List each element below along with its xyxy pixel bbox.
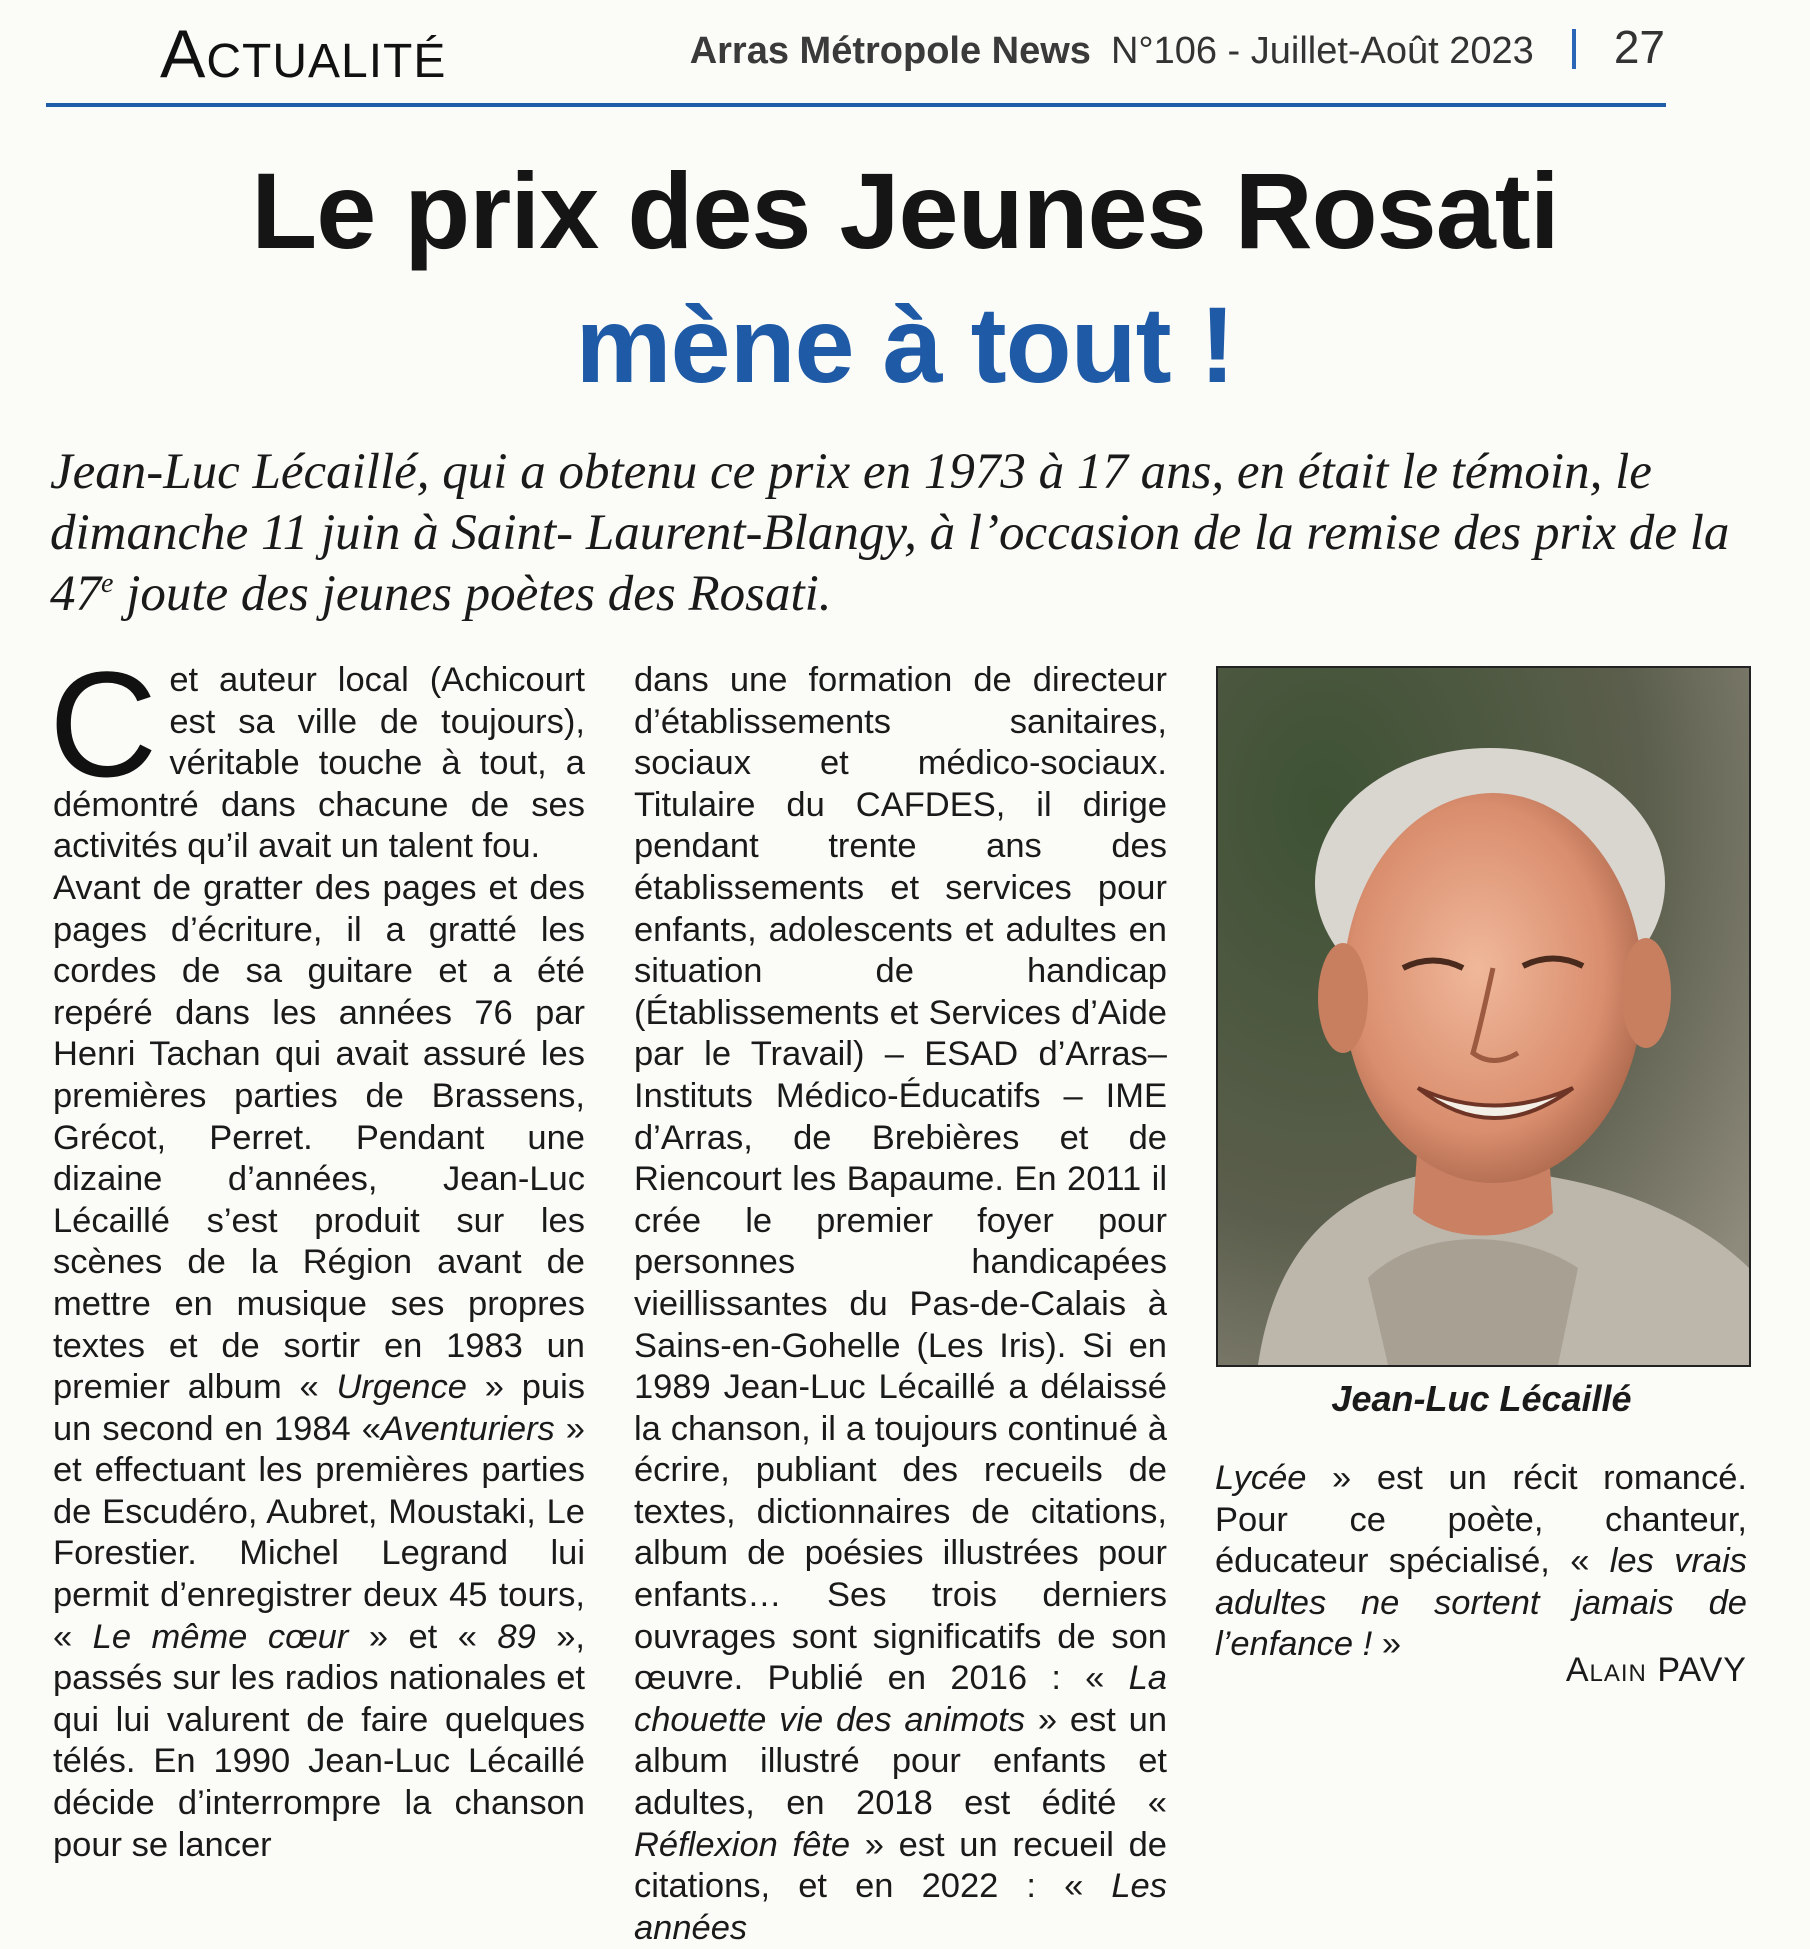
article-column-2 — [634, 660, 1167, 1949]
page-number: 27 — [1613, 21, 1665, 73]
paragraph-intro — [49, 640, 585, 868]
article-title: Le prix des Jeunes Rosati — [251, 150, 1559, 271]
paragraph-text: » puis un second en 1984 « — [53, 1368, 585, 1448]
book-title: La chouette vie des animots — [634, 1659, 1167, 1739]
article-lede — [50, 442, 1750, 625]
portrait-photo — [1216, 666, 1751, 1367]
paragraph-text: » est un album illustré pour enfants et adultes, en 2018 est édité « — [634, 1700, 1168, 1823]
masthead — [690, 22, 1665, 76]
article-column-1 — [49, 640, 586, 1866]
lede-text: Jean-Luc Lécaillé, qui a obtenu ce prix en 1973 à 17 ans, en était le témoin, le dimanche 11 juin à Saint- Laurent-Blangy, à l’occasion de la remise des prix de la 47 — [50, 444, 1730, 622]
single-title: Le même cœur — [92, 1617, 349, 1656]
article-subtitle: mène à tout ! — [575, 284, 1235, 405]
album-title: Aventuriers — [380, 1409, 555, 1448]
paragraph-text: dans une formation de directeur d’établissements sanitaires, sociaux et médico-sociaux. Titulaire du CAFDES, il dirige pendant trente ans des établissements et services pour enfants, adolescents et adultes en situation de handicap (Établissements et Services d’Aide par le Travail) – ESAD d’Arras– Instituts Médico-Éducatifs – IME d’Arras, de Brebières et de Riencourt les Bapaume. En 2011 il crée le premier foyer pour personnes handicapées vieillissantes du Pas-de-Calais à Sains-en-Gohelle (Les Iris). Si en 1989 Jean-Luc Lécaillé a délaissé la chanson, il a toujours continué à écrire, publiant des recueils de textes, dictionnaires de citations, album de poésies illustrées pour enfants… Ses trois derniers ouvrages sont significatifs de son œuvre. Publié en 2016 : « — [634, 661, 1167, 1698]
article-column-3 — [1215, 1458, 1747, 1666]
author-signature: Alain PAVY — [1565, 1651, 1747, 1689]
paragraph-text: », passés sur les radios nationales et qui lui valurent de faire quelques télés. En 1990 Jean-Luc Lécaillé décide d’interrompre la chanson pour se lancer — [53, 1617, 586, 1864]
paragraph-conclusion — [1215, 1458, 1747, 1666]
section-rubric: Actualité — [160, 16, 447, 92]
paragraph-text: » est un récit romancé. Pour ce poète, chanteur, éducateur spécialisé, « — [1215, 1459, 1747, 1581]
masthead-separator — [1572, 29, 1576, 69]
paragraph-text: » — [1372, 1625, 1402, 1664]
book-title: Lycée — [1215, 1459, 1307, 1497]
paragraph-continued — [634, 660, 1167, 1949]
paragraph-intro-text: et auteur local (Achicourt est sa ville de toujours), véritable touche à tout, a démontré dans chacune de ses activités qu’il avait un talent fou. — [53, 661, 585, 866]
photo-caption: Jean-Luc Lécaillé — [1331, 1378, 1632, 1419]
paragraph-text: Avant de gratter des pages et des pages d’écriture, il a gratté les cordes de sa guitare et a été repéré dans les années 76 par Henri Tachan qui avait assuré les premières parties de Brassens, Grécot, Perret. Pendant une dizaine d’années, Jean-Luc Lécaillé s’est produit sur les scènes de la Région avant de mettre en musique ses propres textes et de sortir en 1983 un premier album « — [53, 868, 585, 1407]
closing-quote: les vrais adultes ne sortent jamais de l’enfance ! — [1215, 1542, 1747, 1664]
album-title: Urgence — [336, 1368, 467, 1407]
paragraph-text: » et « — [348, 1617, 498, 1656]
lede-superscript: e — [101, 568, 114, 599]
drop-cap: C — [49, 640, 158, 808]
issue-info: N°106 - Juillet-Août 2023 — [1110, 30, 1534, 72]
portrait-illustration — [1218, 668, 1749, 1365]
book-title: Réflexion fête — [634, 1825, 851, 1864]
header-rule — [46, 103, 1666, 107]
publication-name: Arras Métropole News — [689, 30, 1091, 72]
single-title: 89 — [497, 1617, 536, 1656]
lede-text-end: joute des jeunes poètes des Rosati. — [113, 566, 832, 622]
paragraph-career — [53, 868, 585, 1866]
book-title: Les années — [634, 1867, 1167, 1947]
paragraph-text: » est un recueil de citations, et en 2022 : « — [634, 1825, 1167, 1906]
paragraph-text: » et effectuant les premières parties de Escudéro, Aubret, Moustaki, Le Forestier. Michel Legrand lui permit d’enregistrer deux 45 tours, « — [53, 1409, 585, 1656]
